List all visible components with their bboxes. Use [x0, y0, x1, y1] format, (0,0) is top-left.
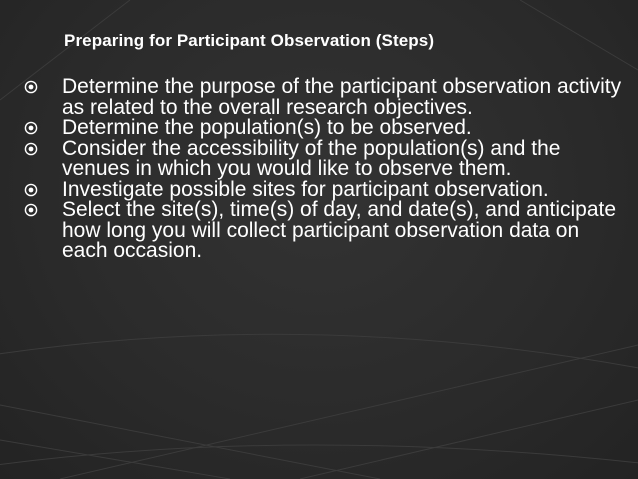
bullet-text: Determine the population(s) to be observed.	[62, 116, 472, 139]
list-item	[22, 200, 622, 262]
bullet-text: Select the site(s), time(s) of day, and date(s), and anticipate how long you will collect participant observation data on each occasion.	[62, 198, 617, 262]
circled-dot-bullet-icon	[24, 203, 38, 217]
circled-dot-bullet-icon	[24, 183, 38, 197]
circled-dot-bullet-icon	[24, 121, 38, 135]
circled-dot-bullet-icon	[24, 142, 38, 156]
bullet-text: Determine the purpose of the participant observation activity as related to the overall research objectives.	[62, 75, 622, 119]
circled-dot-bullet-icon	[24, 80, 38, 94]
bullet-text: Consider the accessibility of the population(s) and the venues in which you would like to observe them.	[62, 136, 561, 180]
list-item	[22, 177, 622, 201]
bullet-list	[22, 77, 622, 262]
list-item	[22, 118, 622, 139]
slide-title: Preparing for Participant Observation (Steps)	[64, 31, 435, 50]
bullet-text: Investigate possible sites for participant observation.	[62, 177, 549, 201]
list-item	[22, 136, 622, 180]
list-item	[22, 77, 622, 118]
